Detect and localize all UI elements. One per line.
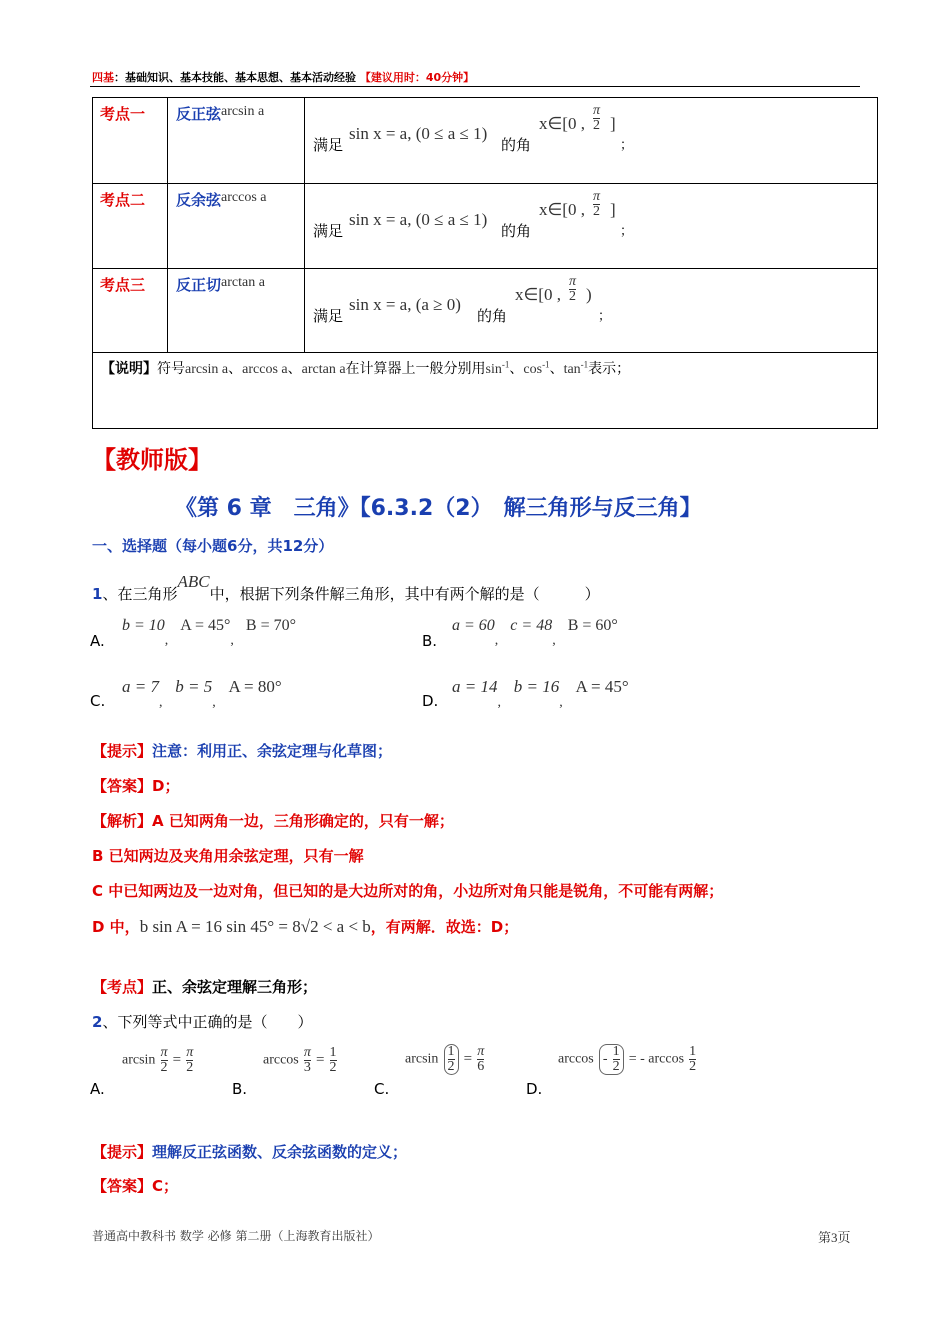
concept-name: 反余弦	[176, 191, 222, 209]
q2-option-b-label: B.	[232, 1080, 248, 1098]
cond-math: sin x = a, (a ≥ 0)	[349, 295, 461, 314]
q1-option-d-label: D.	[422, 692, 439, 710]
cond-math: sin x = a, (0 ≤ a ≤ 1)	[349, 210, 488, 229]
condition-cell	[305, 184, 877, 267]
cond-mid: 的角	[501, 136, 532, 154]
condition-cell	[305, 98, 877, 182]
range-right: ]	[610, 114, 616, 133]
q1-analysis-3: C 中已知两边及一边对角，但已知的是大边所对的角，小边所对角只能是锐角，不可能有两解；	[92, 882, 724, 900]
q1-option-c-label: C.	[90, 692, 106, 710]
q1-knowledge-point: 【考点】正、余弦定理解三角形；	[92, 978, 318, 996]
range-right: ]	[610, 200, 616, 219]
q1-hint: 【提示】注意：利用正、余弦定理与化草图；	[92, 742, 393, 760]
question-2: 2、下列等式中正确的是（ ）	[92, 1013, 313, 1031]
cond-pre: 满足	[313, 136, 344, 154]
footer-book-title: 普通高中教科书 数学 必修 第二册（上海教育出版社）	[92, 1229, 380, 1243]
pi-over-2: $\frac{\pi}{2}$	[569, 274, 577, 304]
range-left: x∈[0 ,	[539, 114, 585, 133]
concept-name: 反正弦	[176, 105, 222, 123]
q1-option-d-values: $a = 14_,$ $b = 16_,$ A = 45°	[452, 677, 629, 710]
teacher-edition-label: 【教师版】	[92, 446, 212, 474]
cond-end: ；	[598, 309, 612, 324]
q1-option-c-values: $a = 7_,$ $b = 5_,$ A = 80°	[122, 677, 282, 710]
range-left: x∈[0 ,	[539, 200, 585, 219]
note: 【说明】符号arcsin a、arccos a、arctan a在计算器上一般分别用$\sin^{-1}$、$\cos^{-1}$、$\tan^{-1}$表示；	[101, 359, 631, 377]
table-note-row	[93, 353, 878, 429]
cond-mid: 的角	[501, 222, 532, 240]
cond-pre: 满足	[313, 307, 344, 325]
q2-option-b-formula: arccos $\frac{\pi}{3}$ = $\frac{1}{2}$	[263, 1045, 337, 1075]
cond-end: ；	[620, 138, 634, 153]
q1-answer: 【答案】D；	[92, 777, 180, 795]
q1-analysis-1: 【解析】A 已知两角一边，三角形确定的，只有一解；	[92, 812, 454, 830]
q2-option-d-formula: arccos - $\frac{1}{2}$ = - arccos $\frac{1}{2}$	[558, 1044, 697, 1074]
q1-option-b-values: a = 60, c = 48, B = 60°	[452, 617, 618, 648]
q2-option-a-formula: arcsin $\frac{\pi}{2}$ = $\frac{\pi}{2}$	[122, 1045, 194, 1075]
knowledge-table	[92, 97, 878, 429]
page-header	[92, 69, 474, 85]
point-label: 考点三	[100, 276, 146, 294]
condition-cell	[305, 269, 877, 351]
table-row	[93, 98, 878, 184]
table-row	[93, 269, 878, 353]
q1-option-a-values: b = 10, A = 45°, B = 70°	[122, 617, 296, 648]
header-prefix: 四基	[92, 71, 114, 84]
q2-option-d-label: D.	[526, 1080, 543, 1098]
q2-option-a-label: A.	[90, 1080, 105, 1098]
concept-symbol: arctan a	[221, 275, 265, 290]
point-label: 考点一	[100, 105, 146, 123]
pi-over-2: $\frac{\pi}{2}$	[593, 103, 601, 133]
q1-option-b-label: B.	[422, 632, 438, 650]
range-left: x∈[0 ,	[515, 285, 561, 304]
q2-answer: 【答案】C；	[92, 1177, 179, 1195]
concept-symbol: arcsin a	[221, 104, 265, 119]
range-right: )	[586, 285, 592, 304]
cond-mid: 的角	[477, 307, 508, 325]
pi-over-2: $\frac{\pi}{2}$	[593, 189, 601, 219]
footer-page-number: 第3页	[818, 1230, 851, 1245]
q2-option-c-formula: arcsin $\frac{1}{2}$ = $\frac{\pi}{6}$	[405, 1044, 485, 1074]
q1-option-a-label: A.	[90, 632, 105, 650]
q1-analysis-2: B 已知两边及夹角用余弦定理，只有一解	[92, 847, 364, 865]
header-rule	[90, 86, 860, 87]
cond-end: ；	[620, 224, 634, 239]
question-1: 1、在三角形ABC中，根据下列条件解三角形，其中有两个解的是（ ）	[92, 572, 600, 603]
header-text: ：基础知识、基本技能、基本思想、基本活动经验	[114, 71, 356, 84]
cond-math: sin x = a, (0 ≤ a ≤ 1)	[349, 124, 488, 143]
table-row	[93, 184, 878, 269]
point-label: 考点二	[100, 191, 146, 209]
concept-symbol: arccos a	[221, 190, 267, 205]
section-heading: 一、选择题（每小题6分，共12分）	[92, 537, 334, 555]
q2-option-c-label: C.	[374, 1080, 390, 1098]
q1-analysis-4: D 中，b sin A = 16 sin 45° = 8√2 < a < b，有两解．故选：D；	[92, 917, 519, 936]
concept-name: 反正切	[176, 276, 222, 294]
cond-pre: 满足	[313, 222, 344, 240]
q2-hint: 【提示】理解反正弦函数、反余弦函数的定义；	[92, 1143, 408, 1161]
header-time: 【建议用时：40分钟】	[359, 71, 475, 84]
page-title: 《第 6 章 三角》【6.3.2（2） 解三角形与反三角】	[175, 496, 702, 521]
